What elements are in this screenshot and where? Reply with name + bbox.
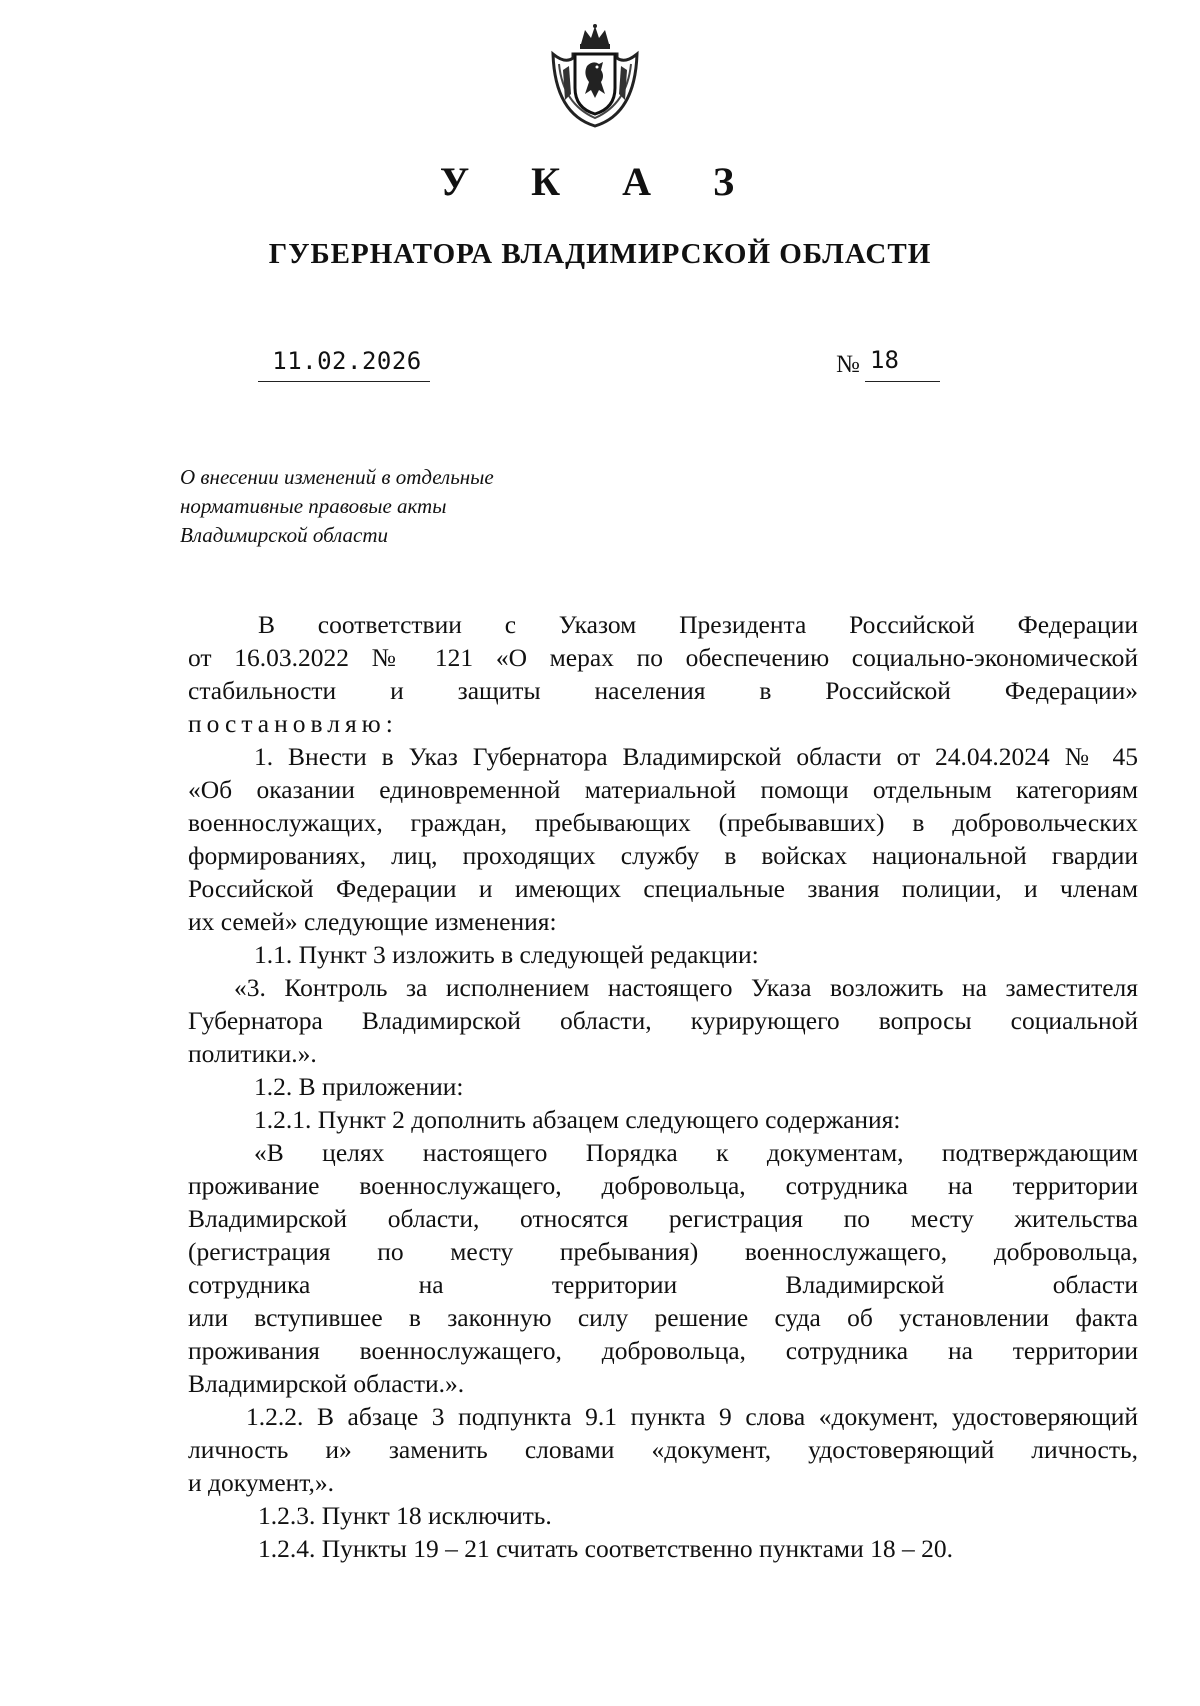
document-title: У К А З	[439, 159, 761, 204]
body-line: В соответствии с Указом Президента Российской Федерации	[258, 610, 1138, 639]
body-line: личность и» заменить словами «документ, удостоверяющий личность,	[188, 1435, 1138, 1464]
body-line: Владимирской области, относятся регистрация по месту жительства	[188, 1204, 1138, 1233]
subject-line: Владимирской области	[180, 523, 389, 547]
body-line: «Об оказании единовременной материальной помощи отдельным категориям	[188, 775, 1138, 804]
body-line: стабильности и защиты населения в Российской Федерации»	[188, 676, 1138, 705]
body-line: Владимирской области.».	[188, 1369, 465, 1398]
body-line: 1.2.3. Пункт 18 исключить.	[258, 1501, 552, 1530]
body-line: Российской Федерации и имеющих специальные звания полиции, и членам	[188, 874, 1138, 903]
body-line: 1. Внести в Указ Губернатора Владимирской области от 24.04.2024 № 45	[254, 742, 1138, 771]
body-line: формированиях, лиц, проходящих службу в войсках национальной гвардии	[188, 841, 1138, 870]
document-subject	[180, 463, 560, 550]
number-underline	[865, 381, 940, 382]
body-line-resolve: постановляю:	[188, 709, 398, 738]
body-line: сотрудника на территории Владимирской области	[188, 1270, 1138, 1299]
document-date: 11.02.2026	[272, 347, 422, 375]
body-line: 1.2.2. В абзаце 3 подпункта 9.1 пункта 9 слова «документ, удостоверяющий	[246, 1402, 1138, 1431]
body-line: 1.2.1. Пункт 2 дополнить абзацем следующего содержания:	[254, 1105, 901, 1134]
number-sign: №	[836, 351, 860, 378]
body-line: 1.2.4. Пункты 19 – 21 считать соответственно пунктами 18 – 20.	[258, 1534, 953, 1563]
body-line: военнослужащих, граждан, пребывающих (пребывавших) в добровольческих	[188, 808, 1138, 837]
body-line: 1.1. Пункт 3 изложить в следующей редакции:	[254, 940, 759, 969]
body-line: «3. Контроль за исполнением настоящего Указа возложить на заместителя	[234, 973, 1138, 1002]
body-line: «В целях настоящего Порядка к документам, подтверждающим	[254, 1138, 1138, 1167]
body-line: Губернатора Владимирской области, курирующего вопросы социальной	[188, 1006, 1138, 1035]
date-underline	[258, 381, 430, 382]
body-line: или вступившее в законную силу решение суда об установлении факта	[188, 1303, 1138, 1332]
subject-line: нормативные правовые акты	[180, 494, 447, 518]
body-line: 1.2. В приложении:	[254, 1072, 464, 1101]
subject-line: О внесении изменений в отдельные	[180, 465, 494, 489]
document-number: 18	[870, 346, 899, 374]
body-line: (регистрация по месту пребывания) военнослужащего, добровольца,	[188, 1237, 1138, 1266]
body-line: проживания военнослужащего, добровольца, сотрудника на территории	[188, 1336, 1138, 1365]
body-line: политики.».	[188, 1039, 317, 1068]
body-line: и документ,».	[188, 1468, 335, 1497]
body-line: их семей» следующие изменения:	[188, 907, 557, 936]
document-subtitle: ГУБЕРНАТОРА ВЛАДИМИРСКОЙ ОБЛАСТИ	[268, 238, 932, 270]
coat-of-arms-icon	[545, 24, 645, 128]
body-line: проживание военнослужащего, добровольца, сотрудника на территории	[188, 1171, 1138, 1200]
body-line: от 16.03.2022 № 121 «О мерах по обеспечению социально-экономической	[188, 643, 1138, 672]
